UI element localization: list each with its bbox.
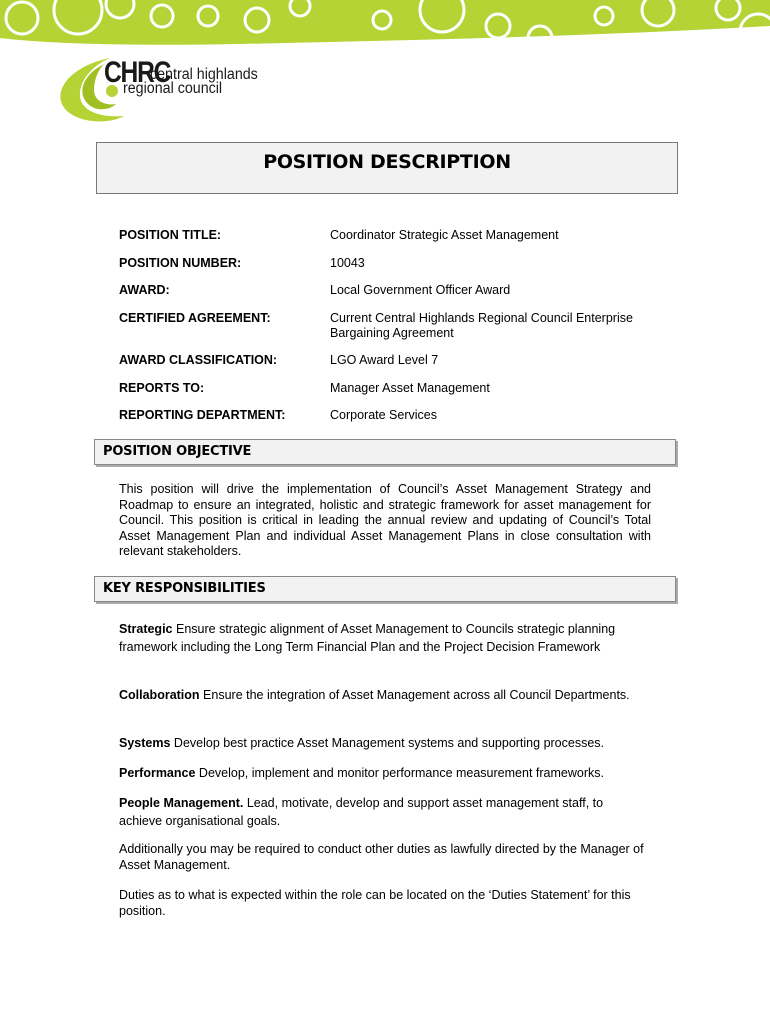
field-value: 10043 bbox=[330, 256, 365, 270]
section-heading: POSITION OBJECTIVE bbox=[103, 444, 252, 459]
field-label: REPORTS TO: bbox=[119, 381, 205, 395]
green-wave bbox=[0, 0, 770, 45]
field-value: Coordinator Strategic Asset Management bbox=[330, 228, 559, 242]
responsibility-title: Systems bbox=[119, 736, 171, 750]
objective-text: This position will drive the implementation of Council’s Asset Management Strategy and Roadmap to ensure an integrated, holistic and strategic framework for asset management for Council. This position is critical in leading the annual review and updating of Council’s Total Asset Management Plan and individual Asset Management Plans in close consultation with relevant stakeholders. bbox=[119, 482, 651, 559]
responsibility-item bbox=[119, 794, 644, 830]
logo-brand: CHRC bbox=[104, 56, 171, 89]
responsibility-text: Lead, motivate, develop and support asset management staff, to achieve organisational goals. bbox=[119, 796, 604, 828]
section-header-responsibilities bbox=[94, 576, 676, 602]
field-label: CERTIFIED AGREEMENT: bbox=[119, 311, 271, 325]
title-box bbox=[96, 142, 678, 194]
responsibility-text: Ensure strategic alignment of Asset Management to Councils strategic planning framework including the Long Term Financial Plan and the Project Decision Framework bbox=[119, 622, 616, 654]
responsibility-title: People Management. bbox=[119, 796, 244, 810]
field-label: AWARD CLASSIFICATION: bbox=[119, 353, 278, 367]
responsibility-title: Performance bbox=[119, 766, 196, 780]
logo-name-line2: regional council bbox=[123, 80, 223, 97]
responsibility-item bbox=[119, 764, 644, 782]
document-title: POSITION DESCRIPTION bbox=[263, 151, 511, 173]
responsibility-text: Develop, implement and monitor performance measurement frameworks. bbox=[198, 766, 604, 780]
responsibility-text: Ensure the integration of Asset Management across all Council Departments. bbox=[203, 688, 630, 702]
section-heading: KEY RESPONSIBILITIES bbox=[103, 581, 266, 596]
field-label: POSITION TITLE: bbox=[119, 228, 222, 242]
responsibility-item bbox=[119, 686, 644, 704]
responsibility-title: Strategic bbox=[119, 622, 173, 636]
duties-statement-text: Duties as to what is expected within the role can be located on the ‘Duties Statement’ for this position. bbox=[119, 888, 631, 918]
field-value: Corporate Services bbox=[330, 408, 437, 422]
section-header-objective bbox=[94, 439, 676, 465]
responsibility-item bbox=[119, 620, 644, 656]
field-value: Current Central Highlands Regional Council Enterprise Bargaining Agreement bbox=[330, 311, 633, 340]
field-value: Local Government Officer Award bbox=[330, 283, 511, 297]
field-label: REPORTING DEPARTMENT: bbox=[119, 408, 286, 422]
logo-name-line1: central highlands bbox=[150, 66, 258, 83]
additional-duties-text: Additionally you may be required to conduct other duties as lawfully directed by the Manager of Asset Management. bbox=[119, 842, 644, 872]
field-value: Manager Asset Management bbox=[330, 381, 490, 395]
responsibility-title: Collaboration bbox=[119, 688, 200, 702]
field-label: AWARD: bbox=[119, 283, 170, 297]
field-value: LGO Award Level 7 bbox=[330, 353, 439, 367]
field-label: POSITION NUMBER: bbox=[119, 256, 242, 270]
responsibility-text: Develop best practice Asset Management systems and supporting processes. bbox=[173, 736, 605, 750]
responsibility-item bbox=[119, 734, 644, 752]
